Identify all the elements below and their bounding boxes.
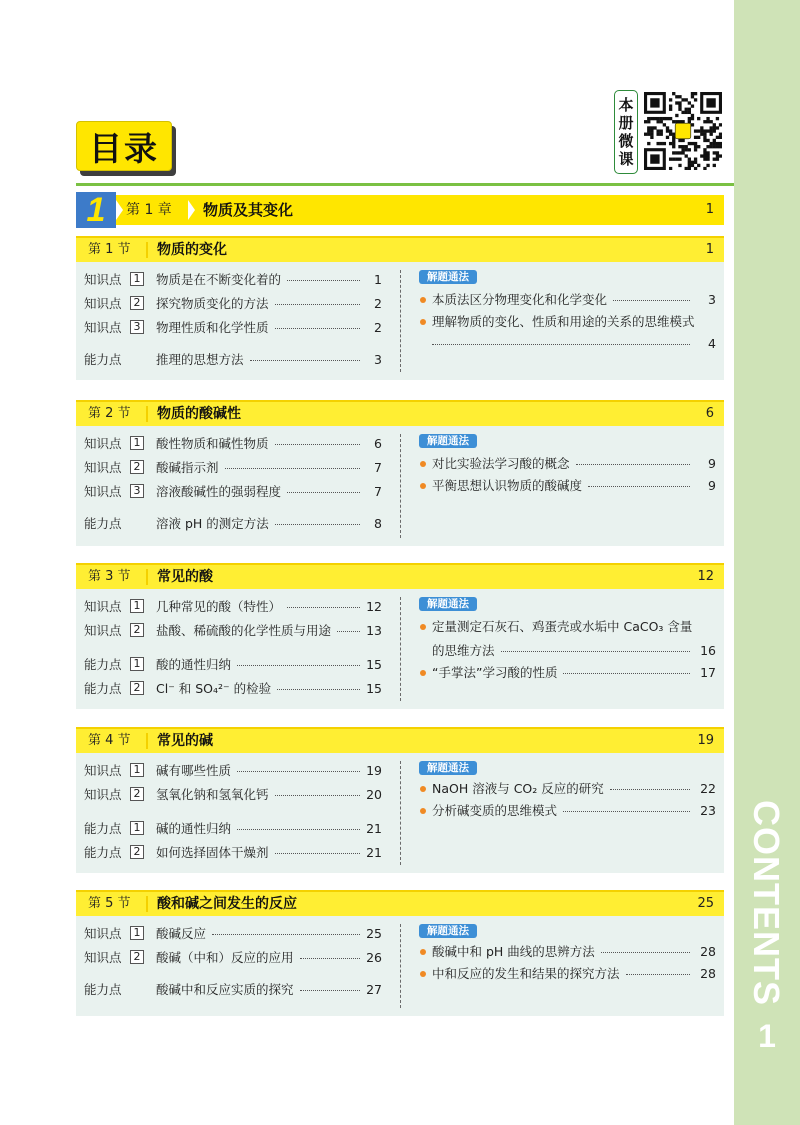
leader-dots xyxy=(563,673,690,674)
bullet-icon xyxy=(420,624,426,630)
leader-dots xyxy=(237,771,360,772)
item-text: 如何选择固体干燥剂 xyxy=(156,845,269,860)
section-page: 25 xyxy=(697,896,714,911)
section-page: 12 xyxy=(697,569,714,584)
method-page: 4 xyxy=(708,336,716,351)
chevron-icon xyxy=(188,200,195,220)
item-text: 溶液 pH 的测定方法 xyxy=(156,516,269,531)
page-title: 目录 xyxy=(76,121,172,171)
column-divider xyxy=(400,270,401,372)
item-index: 2 xyxy=(130,681,144,695)
toc-item[interactable] xyxy=(76,843,386,863)
section-page: 19 xyxy=(697,733,714,748)
chapter-number-badge: 1 xyxy=(76,192,116,228)
method-tag: 解题通法 xyxy=(419,270,477,284)
method-item[interactable] xyxy=(416,942,716,962)
leader-dots xyxy=(300,990,360,991)
method-tag: 解题通法 xyxy=(419,434,477,448)
page-number: 1 xyxy=(758,1018,776,1054)
item-kind: 知识点 xyxy=(84,926,122,941)
bullet-icon xyxy=(420,808,426,814)
toc-item[interactable] xyxy=(76,294,386,314)
bullet-icon xyxy=(420,670,426,676)
leader-dots xyxy=(275,524,360,525)
qr-label: 本 册 微 课 xyxy=(614,90,638,174)
method-text: 本质法区分物理变化和化学变化 xyxy=(432,292,608,307)
chapter-title: 物质及其变化 xyxy=(203,201,294,219)
method-text: 分析碱变质的思维模式 xyxy=(432,803,558,818)
method-page: 9 xyxy=(708,456,716,471)
method-page: 22 xyxy=(700,781,716,796)
item-page: 21 xyxy=(366,821,382,836)
item-page: 2 xyxy=(374,296,382,311)
method-text: 平衡思想认识物质的酸碱度 xyxy=(432,478,583,493)
item-index: 1 xyxy=(130,436,144,450)
section-number: 第 4 节 xyxy=(88,733,131,748)
method-item[interactable] xyxy=(416,334,716,354)
method-tag: 解题通法 xyxy=(419,924,477,938)
section-title: 物质的酸碱性 xyxy=(157,406,241,422)
toc-item[interactable] xyxy=(76,621,386,641)
bullet-icon xyxy=(420,297,426,303)
item-kind: 知识点 xyxy=(84,296,122,311)
method-item[interactable] xyxy=(416,476,716,496)
item-text: 几种常见的酸（特性） xyxy=(156,599,282,614)
item-page: 20 xyxy=(366,787,382,802)
toc-item[interactable] xyxy=(76,514,386,534)
item-kind: 知识点 xyxy=(84,272,122,287)
section-number: 第 2 节 xyxy=(88,406,131,421)
section-page: 6 xyxy=(705,406,714,421)
toc-item[interactable] xyxy=(76,785,386,805)
item-index: 2 xyxy=(130,460,144,474)
item-kind: 能力点 xyxy=(84,845,122,860)
item-text: 酸碱中和反应实质的探究 xyxy=(156,982,294,997)
item-index: 3 xyxy=(130,320,144,334)
item-index: 1 xyxy=(130,821,144,835)
column-divider xyxy=(400,434,401,538)
section-divider-mark xyxy=(146,896,148,912)
item-kind: 能力点 xyxy=(84,352,122,367)
leader-dots xyxy=(275,328,360,329)
leader-dots xyxy=(501,651,690,652)
item-index: 1 xyxy=(130,926,144,940)
item-text: 探究物质变化的方法 xyxy=(156,296,269,311)
item-kind: 知识点 xyxy=(84,950,122,965)
section-divider-mark xyxy=(146,406,148,422)
section xyxy=(76,890,724,1016)
leader-dots xyxy=(250,360,360,361)
section-header[interactable] xyxy=(76,236,724,262)
leader-dots xyxy=(212,934,360,935)
section-header[interactable] xyxy=(76,400,724,426)
section-divider-mark xyxy=(146,733,148,749)
method-item[interactable] xyxy=(416,663,716,683)
column-divider xyxy=(400,924,401,1008)
section-page: 1 xyxy=(705,242,714,257)
section-divider-mark xyxy=(146,569,148,585)
toc-item[interactable] xyxy=(76,597,386,617)
section-title: 酸和碱之间发生的反应 xyxy=(157,896,297,912)
item-kind: 知识点 xyxy=(84,763,122,778)
section-header[interactable] xyxy=(76,890,724,916)
method-page: 16 xyxy=(700,643,716,658)
qr-code-icon[interactable] xyxy=(644,92,722,170)
column-divider xyxy=(400,761,401,865)
method-item[interactable] xyxy=(416,617,716,637)
section-body xyxy=(76,916,724,1016)
leader-dots xyxy=(601,952,690,953)
bullet-icon xyxy=(420,319,426,325)
item-text: 推理的思想方法 xyxy=(156,352,244,367)
section-title: 物质的变化 xyxy=(157,242,227,258)
toc-item[interactable] xyxy=(76,980,386,1000)
section xyxy=(76,400,724,546)
method-page: 17 xyxy=(700,665,716,680)
item-text: 氢氧化钠和氢氧化钙 xyxy=(156,787,269,802)
toc-item[interactable] xyxy=(76,948,386,968)
leader-dots xyxy=(576,464,690,465)
item-kind: 知识点 xyxy=(84,484,122,499)
item-index: 2 xyxy=(130,845,144,859)
item-page: 12 xyxy=(366,599,382,614)
item-kind: 能力点 xyxy=(84,821,122,836)
item-page: 15 xyxy=(366,681,382,696)
item-kind: 能力点 xyxy=(84,657,122,672)
leader-dots xyxy=(237,829,360,830)
leader-dots xyxy=(275,444,360,445)
item-page: 13 xyxy=(366,623,382,638)
item-kind: 知识点 xyxy=(84,623,122,638)
toc-item[interactable] xyxy=(76,655,386,675)
toc-item[interactable] xyxy=(76,458,386,478)
item-page: 3 xyxy=(374,352,382,367)
item-page: 19 xyxy=(366,763,382,778)
item-index: 2 xyxy=(130,950,144,964)
item-index: 2 xyxy=(130,787,144,801)
section-header[interactable] xyxy=(76,727,724,753)
item-text: 物理性质和化学性质 xyxy=(156,320,269,335)
toc-item[interactable] xyxy=(76,434,386,454)
method-item[interactable] xyxy=(416,312,716,332)
section-number: 第 3 节 xyxy=(88,569,131,584)
bullet-icon xyxy=(420,483,426,489)
item-page: 27 xyxy=(366,982,382,997)
item-page: 6 xyxy=(374,436,382,451)
leader-dots xyxy=(563,811,690,812)
item-kind: 能力点 xyxy=(84,982,122,997)
method-text: NaOH 溶液与 CO₂ 反应的研究 xyxy=(432,781,604,796)
leader-dots xyxy=(275,304,360,305)
toc-item[interactable] xyxy=(76,318,386,338)
leader-dots xyxy=(300,958,360,959)
section-divider-mark xyxy=(146,242,148,258)
toc-item[interactable] xyxy=(76,819,386,839)
item-index: 3 xyxy=(130,484,144,498)
section-header[interactable] xyxy=(76,563,724,589)
method-text: 理解物质的变化、性质和用途的关系的思维模式 xyxy=(432,314,695,329)
item-index: 2 xyxy=(130,623,144,637)
method-item[interactable] xyxy=(416,454,716,474)
item-text: 酸碱指示剂 xyxy=(156,460,219,475)
item-kind: 能力点 xyxy=(84,516,122,531)
item-kind: 知识点 xyxy=(84,599,122,614)
item-index: 1 xyxy=(130,763,144,777)
bullet-icon xyxy=(420,971,426,977)
item-text: 碱有哪些性质 xyxy=(156,763,232,778)
header-divider xyxy=(76,183,734,186)
leader-dots xyxy=(287,280,360,281)
leader-dots xyxy=(613,300,690,301)
section-number: 第 5 节 xyxy=(88,896,131,911)
toc-item[interactable] xyxy=(76,482,386,502)
section xyxy=(76,563,724,709)
section-title: 常见的碱 xyxy=(157,733,213,749)
item-kind: 知识点 xyxy=(84,460,122,475)
section-body xyxy=(76,426,724,546)
leader-dots xyxy=(237,665,360,666)
item-text: 物质是在不断变化着的 xyxy=(156,272,282,287)
method-item[interactable] xyxy=(416,964,716,984)
item-text: 碱的通性归纳 xyxy=(156,821,232,836)
leader-dots xyxy=(275,853,360,854)
section-body xyxy=(76,753,724,873)
item-index: 1 xyxy=(130,657,144,671)
section xyxy=(76,727,724,873)
method-text: 的思维方法 xyxy=(432,643,495,658)
method-text: 酸碱中和 pH 曲线的思辨方法 xyxy=(432,944,595,959)
item-index: 2 xyxy=(130,296,144,310)
chapter-page: 1 xyxy=(705,202,714,217)
method-page: 28 xyxy=(700,944,716,959)
method-item[interactable] xyxy=(416,779,716,799)
toc-item[interactable] xyxy=(76,270,386,290)
section-number: 第 1 节 xyxy=(88,242,131,257)
chevron-icon xyxy=(116,200,123,220)
leader-dots xyxy=(275,795,360,796)
item-page: 1 xyxy=(374,272,382,287)
chapter-bar[interactable] xyxy=(76,195,724,225)
method-tag: 解题通法 xyxy=(419,597,477,611)
method-item[interactable] xyxy=(416,641,716,661)
item-text: 盐酸、稀硫酸的化学性质与用途 xyxy=(156,623,332,638)
item-text: 溶液酸碱性的强弱程度 xyxy=(156,484,282,499)
item-kind: 知识点 xyxy=(84,787,122,802)
leader-dots xyxy=(225,468,360,469)
method-item[interactable] xyxy=(416,290,716,310)
item-text: 酸性物质和碱性物质 xyxy=(156,436,269,451)
item-page: 2 xyxy=(374,320,382,335)
item-page: 7 xyxy=(374,484,382,499)
item-index: 1 xyxy=(130,272,144,286)
item-page: 25 xyxy=(366,926,382,941)
method-tag: 解题通法 xyxy=(419,761,477,775)
method-page: 28 xyxy=(700,966,716,981)
method-page: 3 xyxy=(708,292,716,307)
section-title: 常见的酸 xyxy=(157,569,213,585)
method-text: 中和反应的发生和结果的探究方法 xyxy=(432,966,620,981)
leader-dots xyxy=(287,607,360,608)
item-page: 21 xyxy=(366,845,382,860)
method-text: 对比实验法学习酸的概念 xyxy=(432,456,570,471)
item-text: 酸碱反应 xyxy=(156,926,207,941)
item-kind: 知识点 xyxy=(84,320,122,335)
item-page: 8 xyxy=(374,516,382,531)
bullet-icon xyxy=(420,786,426,792)
leader-dots xyxy=(432,344,690,345)
item-index: 1 xyxy=(130,599,144,613)
bullet-icon xyxy=(420,949,426,955)
item-page: 26 xyxy=(366,950,382,965)
column-divider xyxy=(400,597,401,701)
section-body xyxy=(76,262,724,380)
item-text: Cl⁻ 和 SO₄²⁻ 的检验 xyxy=(156,681,272,696)
leader-dots xyxy=(610,789,690,790)
item-kind: 能力点 xyxy=(84,681,122,696)
item-page: 7 xyxy=(374,460,382,475)
item-text: 酸碱（中和）反应的应用 xyxy=(156,950,294,965)
toc-item[interactable] xyxy=(76,924,386,944)
leader-dots xyxy=(287,492,360,493)
bullet-icon xyxy=(420,461,426,467)
method-page: 9 xyxy=(708,478,716,493)
toc-item[interactable] xyxy=(76,761,386,781)
item-kind: 知识点 xyxy=(84,436,122,451)
leader-dots xyxy=(277,689,360,690)
leader-dots xyxy=(626,974,690,975)
toc-item[interactable] xyxy=(76,679,386,699)
method-text: “手掌法”学习酸的性质 xyxy=(432,665,558,680)
section-body xyxy=(76,589,724,709)
toc-item[interactable] xyxy=(76,350,386,370)
chapter-label: 第 1 章 xyxy=(126,202,172,218)
section xyxy=(76,236,724,380)
method-item[interactable] xyxy=(416,801,716,821)
leader-dots xyxy=(337,631,360,632)
method-text: 定量测定石灰石、鸡蛋壳或水垢中 CaCO₃ 含量 xyxy=(432,619,693,634)
leader-dots xyxy=(588,486,690,487)
item-page: 15 xyxy=(366,657,382,672)
method-page: 23 xyxy=(700,803,716,818)
item-text: 酸的通性归纳 xyxy=(156,657,232,672)
